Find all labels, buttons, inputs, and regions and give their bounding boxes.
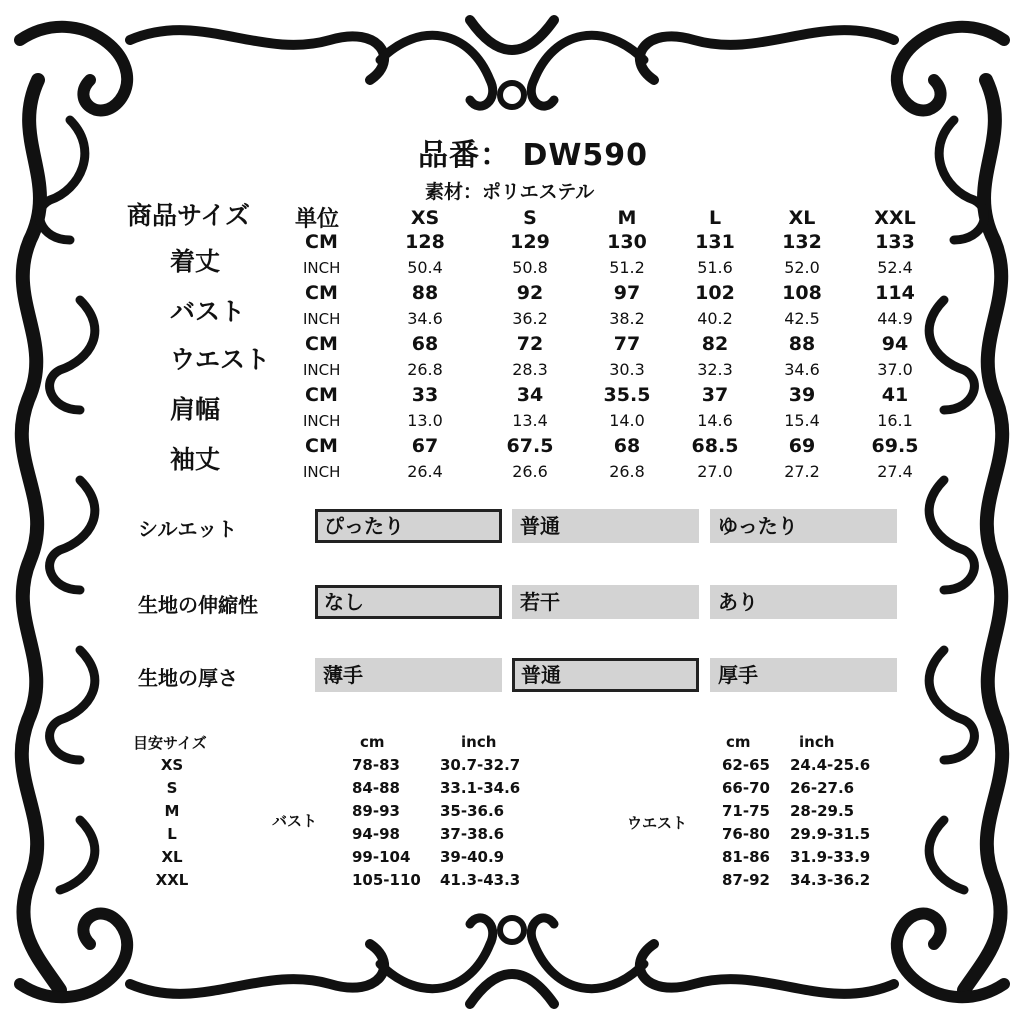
size-header: S [523, 207, 537, 229]
size-header: XS [410, 207, 440, 229]
cm-value: 108 [782, 282, 822, 304]
cm-value: 68 [411, 333, 439, 355]
inch-value: 36.2 [512, 309, 548, 328]
rating-option-selected: 普通 [512, 658, 699, 692]
waist-inch-range: 34.3-36.2 [790, 871, 871, 889]
unit-cm-label: CM [305, 384, 338, 406]
waist-cm-range: 76-80 [722, 825, 770, 843]
guide-size: S [166, 779, 178, 797]
unit-cm-label: CM [305, 231, 338, 253]
cm-value: 69 [788, 435, 816, 457]
measurement-label: 肩幅 [170, 395, 221, 424]
inch-value: 38.2 [609, 309, 645, 328]
product-size-label: 商品サイズ [127, 201, 251, 230]
size-header: L [708, 207, 722, 229]
rating-option: 普通 [512, 509, 699, 543]
inch-value: 26.4 [407, 462, 443, 481]
unit-header: 単位 [295, 207, 340, 232]
guide-bust-inch-header: inch [461, 733, 497, 751]
waist-inch-range: 31.9-33.9 [790, 848, 871, 866]
bust-cm-range: 84-88 [352, 779, 400, 797]
rating-option: 厚手 [710, 658, 897, 692]
inch-value: 34.6 [784, 360, 820, 379]
rating-option-selected: なし [315, 585, 502, 619]
inch-value: 42.5 [784, 309, 820, 328]
inch-value: 32.3 [697, 360, 733, 379]
cm-value: 131 [695, 231, 735, 253]
cm-value: 132 [782, 231, 822, 253]
bust-cm-range: 105-110 [352, 871, 421, 889]
bust-inch-range: 41.3-43.3 [440, 871, 521, 889]
inch-value: 44.9 [877, 309, 913, 328]
inch-value: 50.4 [407, 258, 443, 277]
waist-inch-range: 29.9-31.5 [790, 825, 871, 843]
cm-value: 94 [881, 333, 909, 355]
waist-cm-range: 81-86 [722, 848, 770, 866]
bust-inch-range: 37-38.6 [440, 825, 505, 843]
inch-value: 52.0 [784, 258, 820, 277]
cm-value: 130 [607, 231, 647, 253]
guide-size: L [167, 825, 177, 843]
unit-inch-label: INCH [303, 412, 341, 430]
size-guide-title: 目安サイズ [133, 734, 207, 752]
measurement-label: 着丈 [170, 247, 221, 276]
cm-value: 69.5 [871, 435, 919, 457]
bust-cm-range: 89-93 [352, 802, 400, 820]
inch-value: 26.8 [609, 462, 645, 481]
guide-size: XS [160, 756, 184, 774]
cm-value: 133 [875, 231, 915, 253]
cm-value: 129 [510, 231, 550, 253]
cm-value: 114 [875, 282, 915, 304]
waist-cm-range: 66-70 [722, 779, 770, 797]
rating-label: シルエット [138, 517, 238, 541]
cm-value: 92 [516, 282, 544, 304]
cm-value: 33 [411, 384, 439, 406]
rating-label: 生地の伸縮性 [138, 593, 258, 617]
size-header: XL [788, 207, 816, 229]
cm-value: 77 [613, 333, 641, 355]
size-header: XXL [874, 207, 916, 229]
bust-inch-range: 39-40.9 [440, 848, 505, 866]
cm-value: 35.5 [603, 384, 651, 406]
cm-value: 68 [613, 435, 641, 457]
waist-inch-range: 26-27.6 [790, 779, 855, 797]
waist-cm-range: 87-92 [722, 871, 770, 889]
bust-inch-range: 33.1-34.6 [440, 779, 521, 797]
inch-value: 27.2 [784, 462, 820, 481]
inch-value: 51.6 [697, 258, 733, 277]
inch-value: 14.0 [609, 411, 645, 430]
rating-option: 若干 [512, 585, 699, 619]
inch-value: 26.8 [407, 360, 443, 379]
guide-waist-cm-header: cm [726, 733, 751, 751]
measurement-label: ウエスト [170, 345, 271, 374]
unit-cm-label: CM [305, 435, 338, 457]
inch-value: 52.4 [877, 258, 913, 277]
measurement-label: バスト [170, 297, 246, 326]
bust-inch-range: 30.7-32.7 [440, 756, 521, 774]
bust-cm-range: 78-83 [352, 756, 400, 774]
inch-value: 14.6 [697, 411, 733, 430]
cm-value: 37 [701, 384, 729, 406]
inch-value: 37.0 [877, 360, 913, 379]
cm-value: 67 [411, 435, 439, 457]
rating-option: あり [710, 585, 897, 619]
unit-inch-label: INCH [303, 361, 341, 379]
guide-bust-label: バスト [272, 812, 318, 830]
inch-value: 15.4 [784, 411, 820, 430]
size-header: M [617, 207, 637, 229]
rating-option-selected: ぴったり [315, 509, 502, 543]
product-number-title: 品番： DW590 [418, 138, 649, 173]
inch-value: 16.1 [877, 411, 913, 430]
waist-inch-range: 24.4-25.6 [790, 756, 871, 774]
guide-waist-inch-header: inch [799, 733, 835, 751]
inch-value: 26.6 [512, 462, 548, 481]
inch-value: 13.4 [512, 411, 548, 430]
unit-inch-label: INCH [303, 259, 341, 277]
guide-size: M [164, 802, 180, 820]
guide-size: XXL [155, 871, 189, 889]
cm-value: 88 [788, 333, 816, 355]
inch-value: 50.8 [512, 258, 548, 277]
rating-option: 薄手 [315, 658, 502, 692]
waist-inch-range: 28-29.5 [790, 802, 855, 820]
guide-waist-label: ウエスト [627, 814, 688, 832]
bust-inch-range: 35-36.6 [440, 802, 505, 820]
bust-cm-range: 99-104 [352, 848, 411, 866]
rating-option: ゆったり [710, 509, 897, 543]
cm-value: 102 [695, 282, 735, 304]
cm-value: 68.5 [691, 435, 739, 457]
inch-value: 51.2 [609, 258, 645, 277]
inch-value: 13.0 [407, 411, 443, 430]
unit-cm-label: CM [305, 282, 338, 304]
cm-value: 39 [788, 384, 816, 406]
inch-value: 28.3 [512, 360, 548, 379]
guide-size: XL [161, 848, 183, 866]
rating-label: 生地の厚さ [138, 666, 238, 690]
bust-cm-range: 94-98 [352, 825, 400, 843]
cm-value: 41 [881, 384, 909, 406]
waist-cm-range: 71-75 [722, 802, 770, 820]
inch-value: 40.2 [697, 309, 733, 328]
unit-cm-label: CM [305, 333, 338, 355]
cm-value: 67.5 [506, 435, 554, 457]
inch-value: 27.0 [697, 462, 733, 481]
material-label: 素材：ポリエステル [425, 181, 595, 203]
inch-value: 30.3 [609, 360, 645, 379]
cm-value: 82 [701, 333, 729, 355]
measurement-label: 袖丈 [170, 445, 221, 474]
cm-value: 128 [405, 231, 445, 253]
cm-value: 34 [516, 384, 544, 406]
waist-cm-range: 62-65 [722, 756, 770, 774]
inch-value: 34.6 [407, 309, 443, 328]
cm-value: 97 [613, 282, 641, 304]
unit-inch-label: INCH [303, 463, 341, 481]
cm-value: 72 [516, 333, 544, 355]
guide-bust-cm-header: cm [360, 733, 385, 751]
unit-inch-label: INCH [303, 310, 341, 328]
cm-value: 88 [411, 282, 439, 304]
inch-value: 27.4 [877, 462, 913, 481]
